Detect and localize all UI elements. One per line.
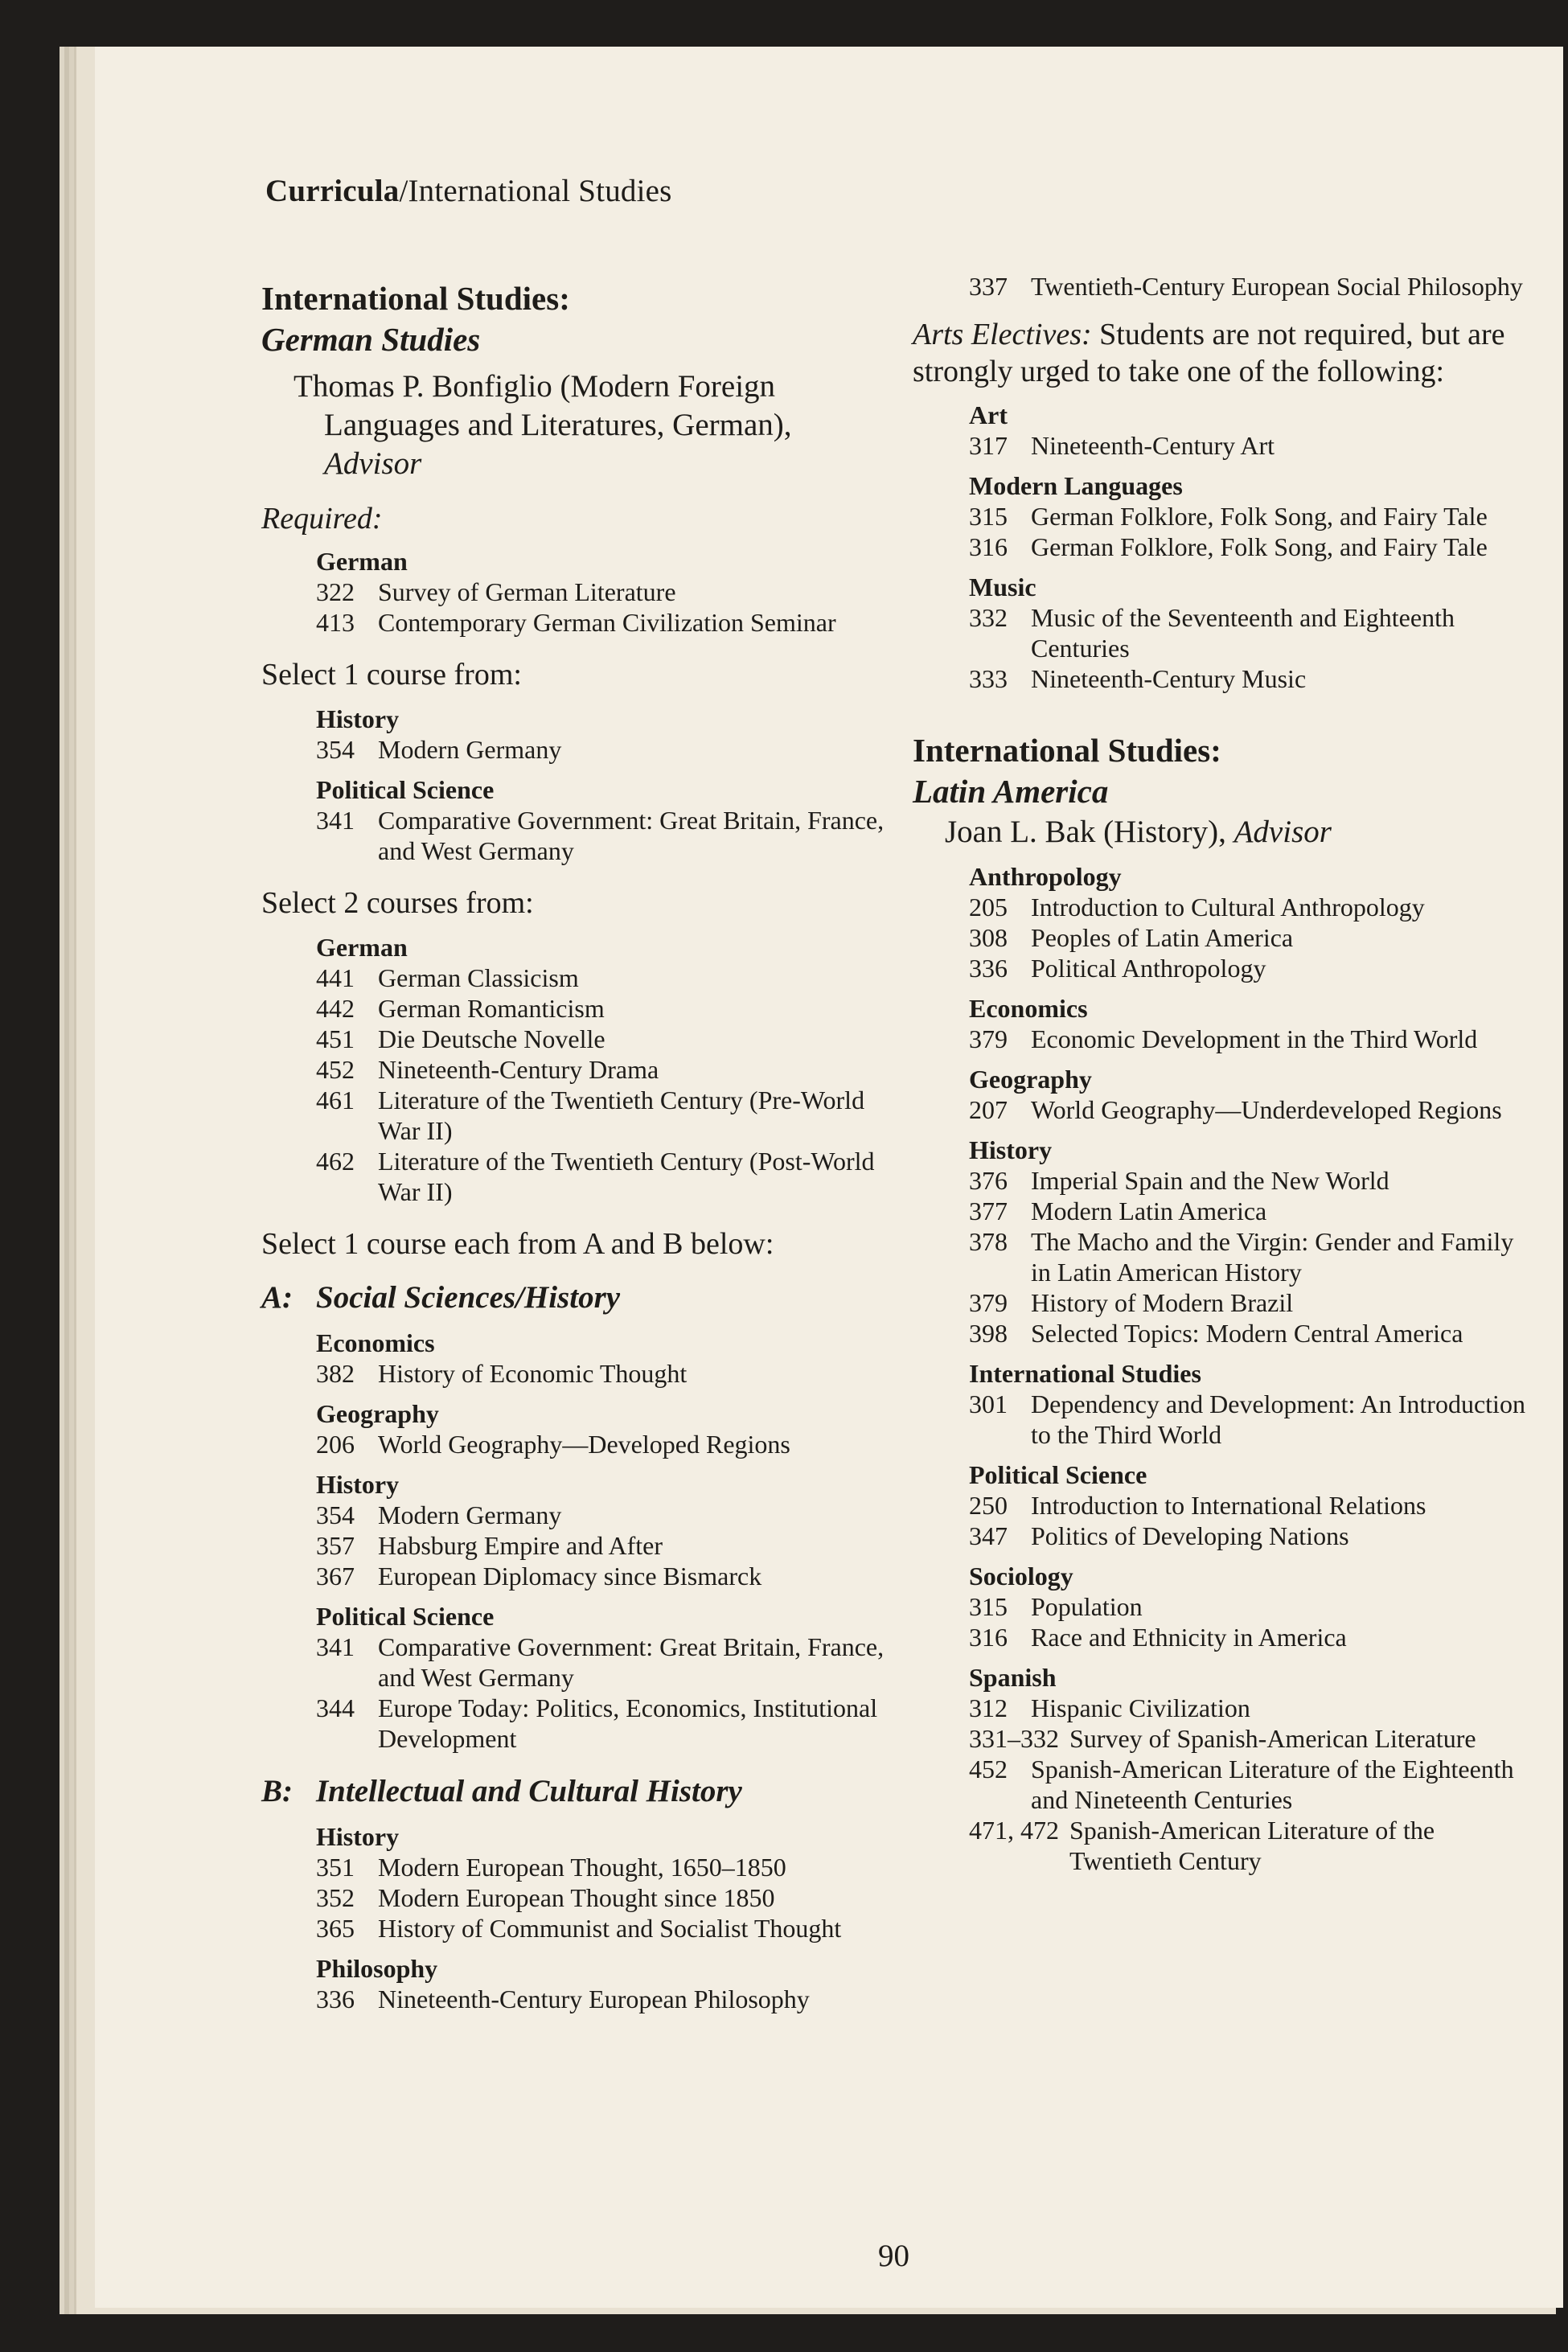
course-row: [316, 1632, 889, 1693]
left-column: [261, 277, 889, 2014]
department-heading: Anthropology: [969, 862, 1122, 891]
course-title: Spanish-American Literature of the Eighteenth and Nineteenth Centuries: [1031, 1755, 1514, 1814]
part-b-heading: [261, 1771, 889, 1812]
course-title: German Classicism: [378, 963, 579, 992]
part-a-heading: [261, 1278, 889, 1318]
course-groups: [316, 1821, 889, 2014]
course-number: 451: [316, 1024, 355, 1053]
course-number: 398: [969, 1319, 1008, 1348]
department-heading: International Studies: [969, 1359, 1201, 1388]
arts-electives-label: Arts Electives:: [913, 318, 1092, 351]
course-title: Contemporary German Civilization Seminar: [378, 608, 836, 637]
advisor-role: Advisor: [324, 446, 422, 481]
course-row: [969, 1591, 1540, 1622]
course-row: [316, 1054, 889, 1085]
course-row: [316, 805, 889, 866]
course-title: Survey of German Literature: [378, 577, 676, 606]
course-number: 341: [316, 806, 355, 835]
course-row: [969, 430, 1540, 461]
course-row: [316, 1085, 889, 1146]
part-a-letter: A:: [261, 1280, 293, 1315]
page-number: 90: [878, 2239, 909, 2273]
course-groups: [316, 932, 889, 1207]
course-number: 377: [969, 1197, 1008, 1225]
course-number: 317: [969, 431, 1008, 460]
course-title: German Folklore, Folk Song, and Fairy Tale: [1031, 532, 1488, 561]
course-number: 452: [969, 1755, 1008, 1783]
course-row: [316, 1852, 889, 1882]
course-row: [969, 1196, 1540, 1226]
running-head-rest: /International Studies: [399, 174, 672, 208]
course-number: 341: [316, 1632, 355, 1661]
course-row: [316, 1024, 889, 1054]
course-number: 379: [969, 1288, 1008, 1317]
course-title: History of Modern Brazil: [1031, 1288, 1294, 1317]
course-title: Spanish-American Literature of the Twentieth Century: [1069, 1816, 1435, 1875]
course-title: Survey of Spanish-American Literature: [1069, 1724, 1476, 1753]
advisor-text: Joan L. Bak (History),: [945, 815, 1226, 849]
course-row: [969, 271, 1540, 302]
department-heading: History: [969, 1135, 1053, 1164]
advisor-text: Thomas P. Bonfiglio (Modern Foreign Languages and Literatures, German),: [293, 369, 792, 442]
course-title: Modern Germany: [378, 1500, 562, 1529]
course-title: Modern European Thought since 1850: [378, 1883, 775, 1912]
course-title: Die Deutsche Novelle: [378, 1024, 605, 1053]
course-number: 367: [316, 1562, 355, 1591]
course-title: Politics of Developing Nations: [1031, 1521, 1349, 1550]
course-row: [969, 1024, 1540, 1054]
course-title: European Diplomacy since Bismarck: [378, 1562, 762, 1591]
course-number: 316: [969, 1623, 1008, 1652]
running-head: [265, 173, 672, 209]
department-heading: German: [316, 547, 408, 576]
course-title: World Geography—Underdeveloped Regions: [1031, 1095, 1502, 1124]
department-heading: History: [316, 1822, 400, 1851]
course-title: Modern Latin America: [1031, 1197, 1267, 1225]
course-row: [969, 892, 1540, 922]
section-title-latin: International Studies:: [913, 732, 1221, 769]
course-title: Peoples of Latin America: [1031, 923, 1294, 952]
course-row: [969, 663, 1540, 694]
course-title: Music of the Seventeenth and Eighteenth Centuries: [1031, 603, 1455, 663]
course-row: [316, 1561, 889, 1591]
course-title: The Macho and the Virgin: Gender and Family in Latin American History: [1031, 1227, 1514, 1287]
course-number: 352: [316, 1883, 355, 1912]
course-row: [316, 1530, 889, 1561]
course-row: [969, 922, 1540, 953]
section-title-german: International Studies:: [261, 280, 570, 317]
department-heading: Economics: [969, 994, 1088, 1023]
course-row: [316, 1693, 889, 1754]
course-number: 376: [969, 1166, 1008, 1195]
department-heading: Sociology: [969, 1562, 1073, 1591]
course-row: [969, 532, 1540, 562]
course-title: German Folklore, Folk Song, and Fairy Tale: [1031, 502, 1488, 531]
course-number: 379: [969, 1024, 1008, 1053]
course-title: German Romanticism: [378, 994, 605, 1023]
course-row: [316, 1882, 889, 1913]
course-title: History of Economic Thought: [378, 1359, 688, 1388]
part-b-letter: B:: [261, 1774, 293, 1808]
course-title: Introduction to International Relations: [1031, 1491, 1426, 1520]
course-title: Introduction to Cultural Anthropology: [1031, 893, 1425, 922]
department-heading: History: [316, 704, 400, 733]
arts-electives-text: Students are not required, but are strongly urged to take one of the following:: [913, 318, 1505, 388]
course-number: 332: [969, 603, 1008, 632]
course-number: 378: [969, 1227, 1008, 1256]
course-row: [316, 1500, 889, 1530]
course-title: Twentieth-Century European Social Philosophy: [1031, 272, 1523, 301]
course-row: [316, 1913, 889, 1944]
section-subtitle-latin: Latin America: [913, 773, 1109, 810]
course-number: 315: [969, 1592, 1008, 1621]
course-number: 301: [969, 1389, 1008, 1418]
advisor-role: Advisor: [1233, 815, 1332, 849]
course-row: [969, 953, 1540, 983]
course-row: [316, 1984, 889, 2014]
course-number: 462: [316, 1147, 355, 1176]
department-heading: History: [316, 1470, 400, 1499]
course-row: [969, 1490, 1540, 1521]
course-number: 250: [969, 1491, 1008, 1520]
department-heading: Modern Languages: [969, 471, 1183, 500]
department-heading: Spanish: [969, 1663, 1057, 1692]
course-number: 471, 472: [969, 1816, 1059, 1845]
course-row: [969, 1318, 1540, 1348]
department-heading: Geography: [316, 1399, 439, 1428]
course-row: [969, 501, 1540, 532]
department-heading: Geography: [969, 1065, 1092, 1094]
course-row: [316, 1358, 889, 1389]
course-title: Hispanic Civilization: [1031, 1693, 1250, 1722]
course-number: 337: [969, 272, 1008, 301]
course-title: Habsburg Empire and After: [378, 1531, 663, 1560]
part-a-title: Social Sciences/History: [316, 1280, 621, 1315]
course-row: [316, 1429, 889, 1459]
course-number: 207: [969, 1095, 1008, 1124]
course-row: [969, 1723, 1540, 1754]
course-title: Nineteenth-Century Art: [1031, 431, 1275, 460]
department-heading: Music: [969, 573, 1036, 601]
course-number: 357: [316, 1531, 355, 1560]
course-number: 331–332: [969, 1724, 1059, 1753]
required-label: Required:: [261, 502, 383, 536]
department-heading: Economics: [316, 1328, 435, 1357]
department-heading: Art: [969, 400, 1008, 429]
course-number: 354: [316, 735, 355, 764]
advisor-german: [261, 367, 889, 483]
course-number: 308: [969, 923, 1008, 952]
course-number: 382: [316, 1359, 355, 1388]
course-row: [969, 1226, 1540, 1287]
course-title: Modern Germany: [378, 735, 562, 764]
course-number: 316: [969, 532, 1008, 561]
course-row: [316, 734, 889, 765]
arts-electives-paragraph: [913, 316, 1540, 390]
course-title: World Geography—Developed Regions: [378, 1430, 790, 1459]
course-title: Nineteenth-Century Music: [1031, 664, 1307, 693]
course-title: Selected Topics: Modern Central America: [1031, 1319, 1463, 1348]
part-b-title: Intellectual and Cultural History: [316, 1774, 742, 1808]
course-title: Nineteenth-Century European Philosophy: [378, 1985, 810, 2013]
course-number: 312: [969, 1693, 1008, 1722]
course-title: Comparative Government: Great Britain, France, and West Germany: [378, 1632, 885, 1692]
section-subtitle-german: German Studies: [261, 321, 481, 358]
course-row: [969, 1287, 1540, 1318]
course-row: [969, 1521, 1540, 1551]
select-ab-label: Select 1 course each from A and B below:: [261, 1227, 774, 1261]
course-row: [316, 1146, 889, 1207]
course-row: [316, 963, 889, 993]
course-title: Race and Ethnicity in America: [1031, 1623, 1347, 1652]
course-row: [969, 1815, 1540, 1876]
course-number: 333: [969, 664, 1008, 693]
course-title: Economic Development in the Third World: [1031, 1024, 1478, 1053]
course-title: Population: [1031, 1592, 1143, 1621]
course-row: [969, 1693, 1540, 1723]
course-row: [969, 1754, 1540, 1815]
course-groups: [316, 704, 889, 866]
course-title: Literature of the Twentieth Century (Pre-World War II): [378, 1086, 865, 1145]
course-title: Literature of the Twentieth Century (Post-World War II): [378, 1147, 875, 1206]
course-groups-continued: [969, 271, 1540, 302]
select2-label: Select 2 courses from:: [261, 886, 534, 920]
running-head-bold: Curricula: [265, 174, 400, 208]
course-number: 322: [316, 577, 355, 606]
department-heading: Philosophy: [316, 1954, 438, 1983]
select1-label: Select 1 course from:: [261, 658, 522, 692]
course-row: [316, 577, 889, 607]
course-number: 344: [316, 1693, 355, 1722]
course-title: Nineteenth-Century Drama: [378, 1055, 659, 1084]
course-groups: [316, 1328, 889, 1754]
course-number: 351: [316, 1853, 355, 1882]
course-title: Dependency and Development: An Introduction to the Third World: [1031, 1389, 1525, 1449]
department-heading: Political Science: [316, 775, 495, 804]
department-heading: German: [316, 933, 408, 962]
course-title: Political Anthropology: [1031, 954, 1266, 983]
course-title: Europe Today: Politics, Economics, Institutional Development: [378, 1693, 878, 1753]
course-number: 365: [316, 1914, 355, 1943]
course-row: [316, 993, 889, 1024]
course-title: Comparative Government: Great Britain, France, and West Germany: [378, 806, 885, 865]
course-number: 354: [316, 1500, 355, 1529]
course-groups: [316, 546, 889, 638]
course-row: [969, 1389, 1540, 1450]
course-title: Modern European Thought, 1650–1850: [378, 1853, 786, 1882]
course-title: Imperial Spain and the New World: [1031, 1166, 1389, 1195]
course-number: 413: [316, 608, 355, 637]
course-row: [316, 607, 889, 638]
course-number: 315: [969, 502, 1008, 531]
course-number: 442: [316, 994, 355, 1023]
course-number: 461: [316, 1086, 355, 1114]
course-groups: [969, 861, 1540, 1876]
course-title: History of Communist and Socialist Thought: [378, 1914, 842, 1943]
course-row: [969, 1165, 1540, 1196]
course-number: 336: [969, 954, 1008, 983]
department-heading: Political Science: [969, 1460, 1147, 1489]
advisor-latin: [913, 813, 1540, 852]
course-number: 452: [316, 1055, 355, 1084]
course-row: [969, 602, 1540, 663]
course-number: 441: [316, 963, 355, 992]
course-row: [969, 1622, 1540, 1652]
right-column: [913, 272, 1540, 1876]
course-groups: [969, 400, 1540, 694]
course-number: 206: [316, 1430, 355, 1459]
department-heading: Political Science: [316, 1602, 495, 1631]
course-row: [969, 1094, 1540, 1125]
course-number: 347: [969, 1521, 1008, 1550]
course-number: 336: [316, 1985, 355, 2013]
course-number: 205: [969, 893, 1008, 922]
